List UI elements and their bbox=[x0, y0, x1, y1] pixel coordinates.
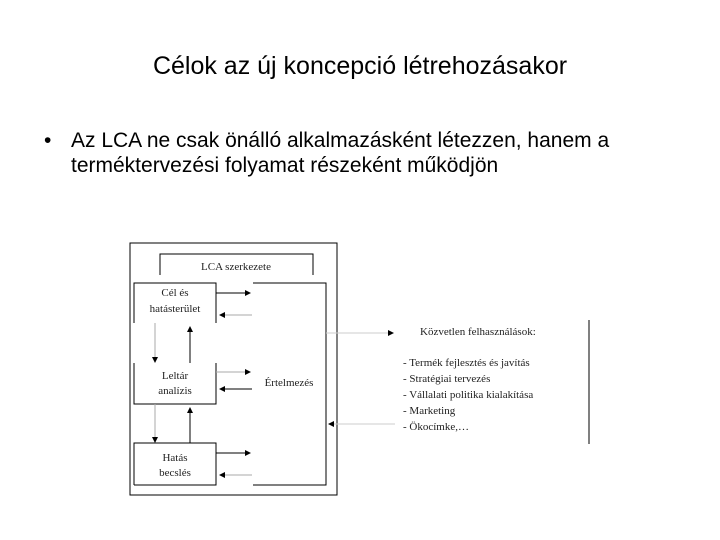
inventory-line-2: analízis bbox=[158, 385, 192, 397]
use-item: - Marketing bbox=[403, 405, 456, 417]
impact-line-2: becslés bbox=[159, 467, 191, 479]
impact-line-1: Hatás bbox=[162, 452, 188, 464]
header-label: LCA szerkezete bbox=[201, 261, 271, 273]
use-item: - Termék fejlesztés és javítás bbox=[403, 357, 530, 369]
inventory-line-1: Leltár bbox=[161, 370, 189, 382]
uses-title: Közvetlen felhasználások: bbox=[420, 326, 536, 338]
use-item: - Vállalati politika kialakítása bbox=[403, 389, 534, 401]
goal-line-2: hatásterület bbox=[149, 303, 201, 315]
use-item: - Stratégiai tervezés bbox=[403, 373, 491, 385]
bullet-text: Az LCA ne csak önálló alkalmazásként létezzen, hanem a terméktervezési folyamat részeként működjön bbox=[71, 129, 610, 177]
outer-frame bbox=[130, 243, 337, 495]
use-item: - Ökocímke,… bbox=[403, 421, 469, 433]
goal-line-1: Cél és bbox=[161, 287, 189, 299]
slide-title: Célok az új koncepció létrehozásakor bbox=[152, 52, 568, 80]
interpretation-label: Értelmezés bbox=[264, 377, 314, 389]
bullet-marker: • bbox=[44, 129, 52, 152]
